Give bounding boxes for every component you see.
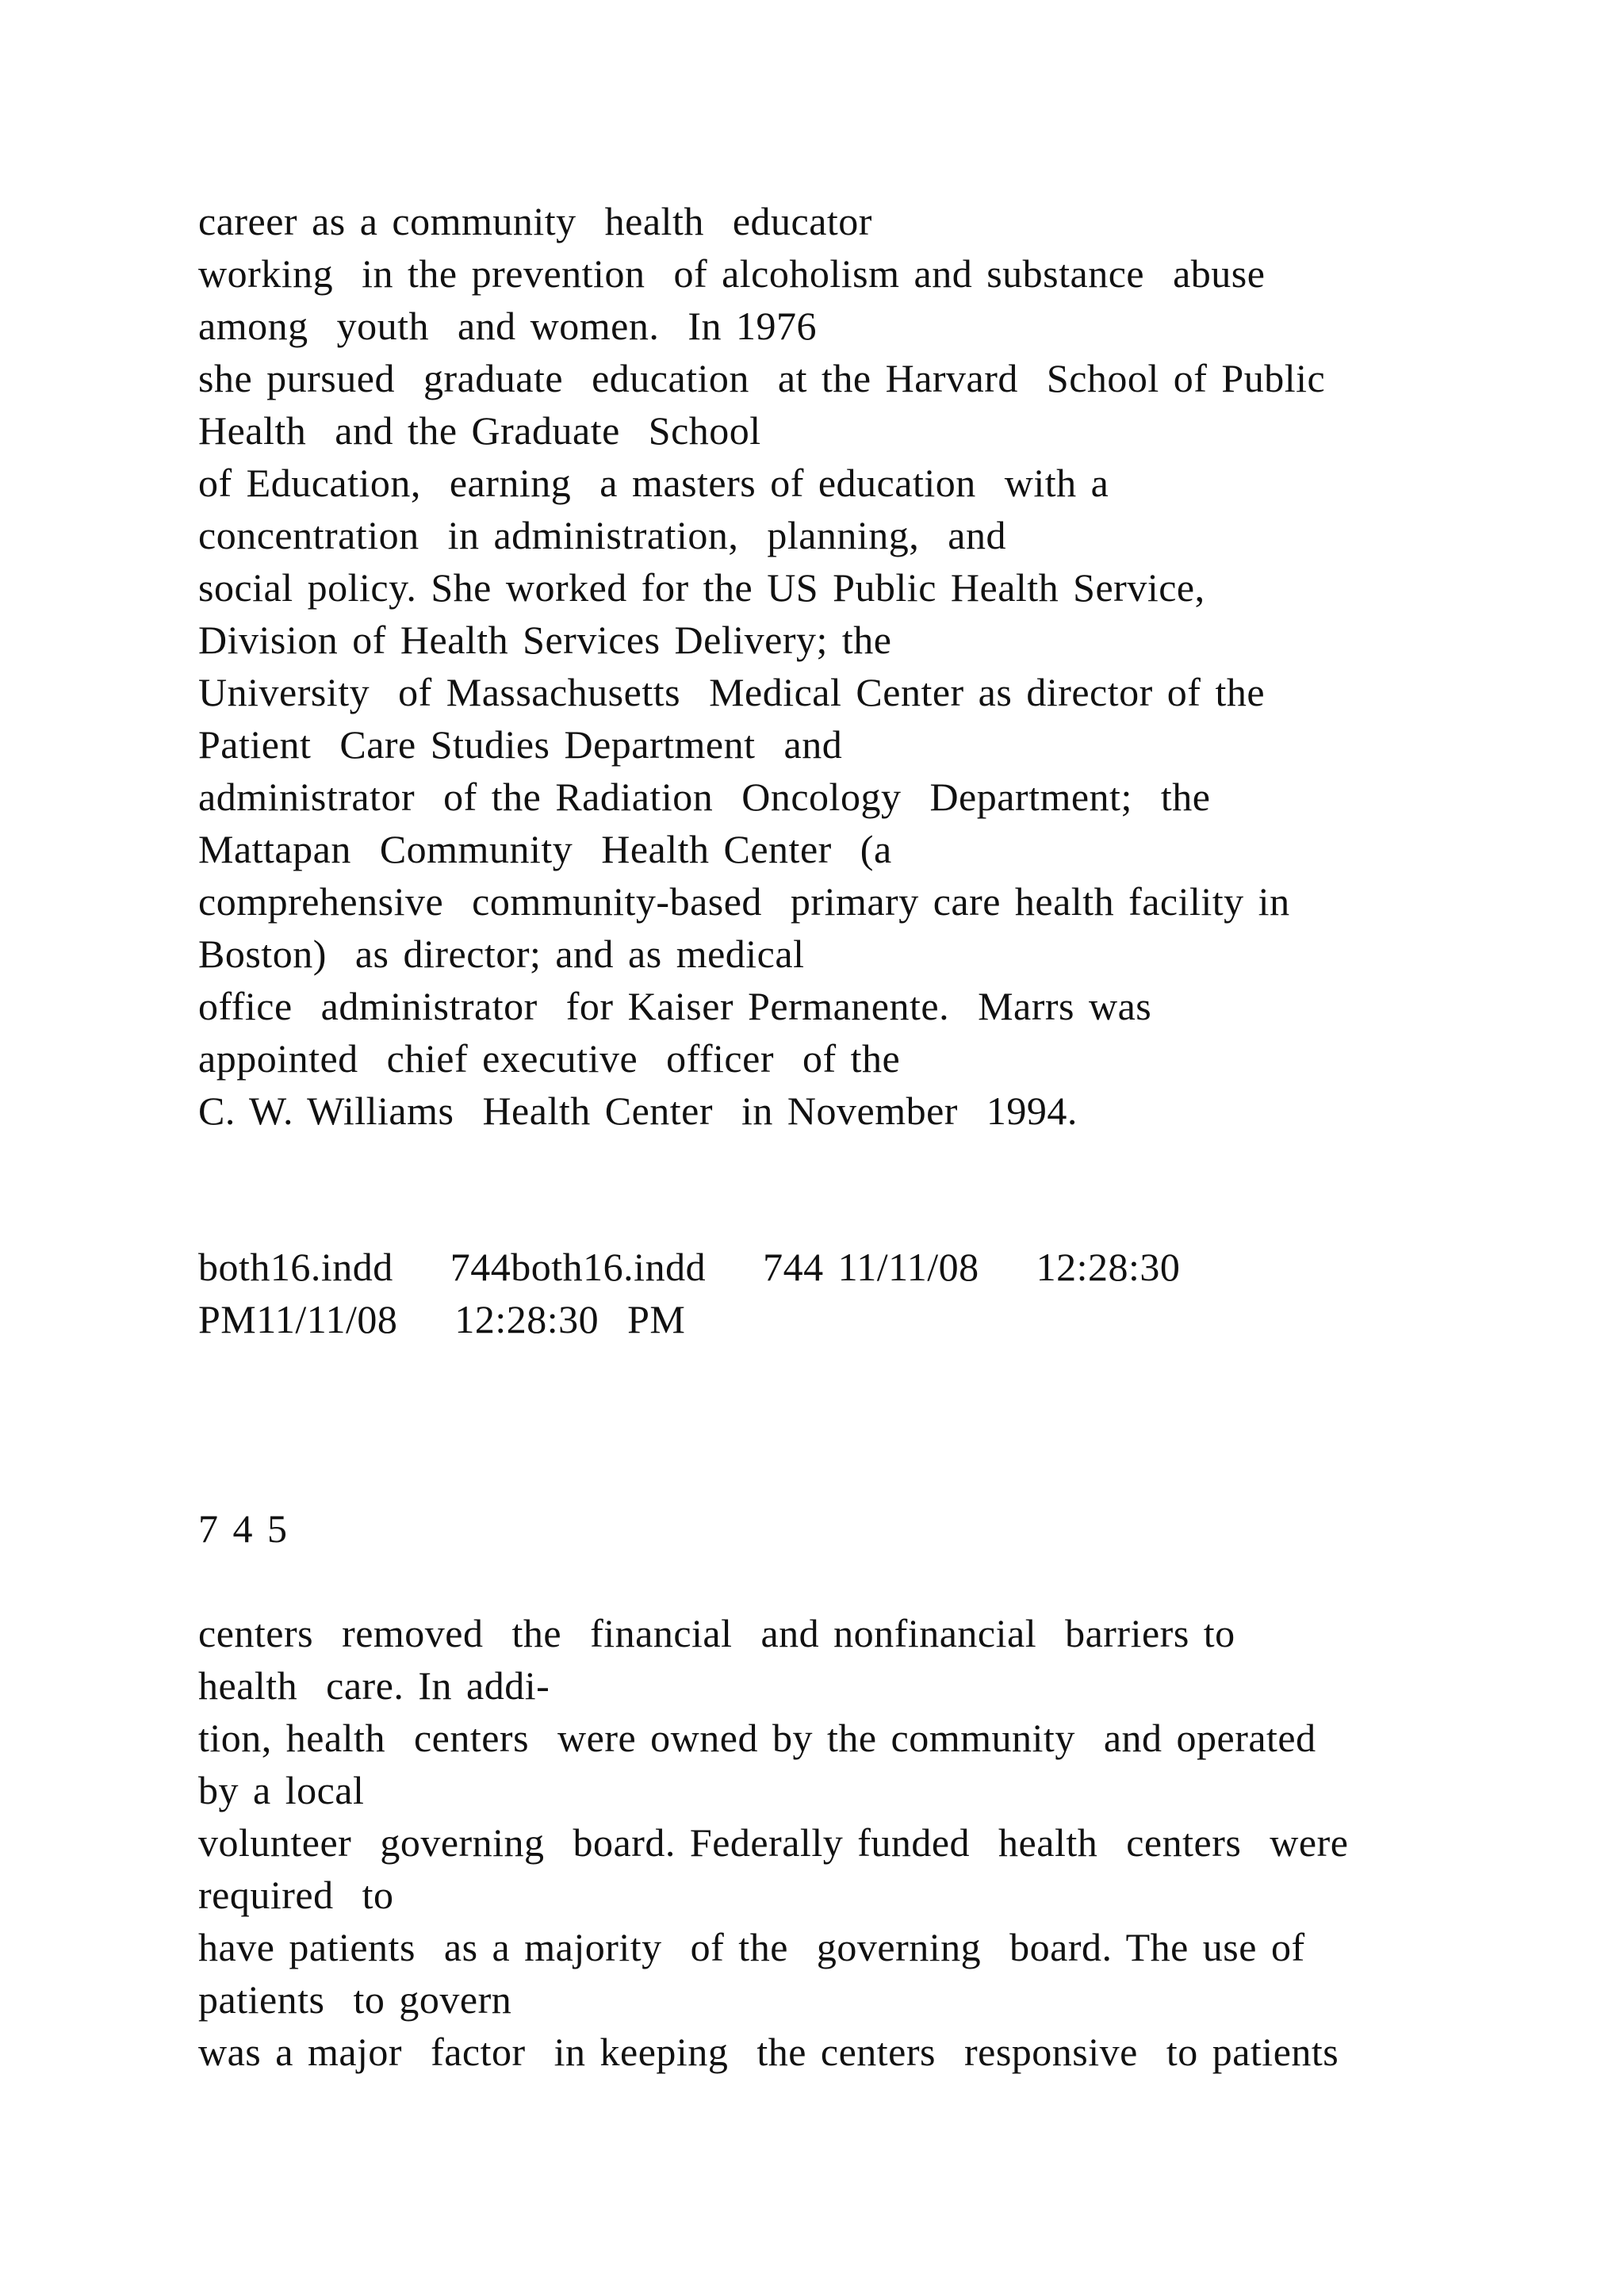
text-line: C. W. Williams Health Center in November 1994.	[198, 1089, 1078, 1133]
bio-paragraph	[198, 195, 1546, 1137]
text-line: comprehensive community-based primary care health facility in	[198, 879, 1290, 924]
text-line: administrator of the Radiation Oncology Department; the	[198, 775, 1211, 819]
text-line: social policy. She worked for the US Public Health Service,	[198, 565, 1205, 610]
page-number	[198, 1502, 1546, 1555]
text-line: appointed chief executive officer of the	[198, 1036, 901, 1081]
text-line: working in the prevention of alcoholism and substance abuse	[198, 251, 1266, 296]
text-line: office administrator for Kaiser Permanente. Marrs was	[198, 984, 1152, 1028]
text-line: Mattapan Community Health Center (a	[198, 827, 892, 871]
text-line: tion, health centers were owned by the community and operated	[198, 1716, 1316, 1760]
text-line: was a major factor in keeping the centers responsive to patients	[198, 2030, 1339, 2074]
text-line: Health and the Graduate School	[198, 408, 761, 453]
text-line: concentration in administration, planning, and	[198, 513, 1006, 557]
text-line: by a local	[198, 1768, 365, 1812]
text-line: have patients as a majority of the governing board. The use of	[198, 1925, 1305, 1969]
text-line: centers removed the financial and nonfinancial barriers to	[198, 1611, 1235, 1655]
text-line: Boston) as director; and as medical	[198, 932, 805, 976]
text-line: PM11/11/08 12:28:30 PM	[198, 1297, 686, 1341]
text-line: both16.indd 744both16.indd 744 11/11/08 12:28:30	[198, 1245, 1181, 1289]
text-line: Patient Care Studies Department and	[198, 722, 843, 767]
text-line: of Education, earning a masters of education with a	[198, 461, 1109, 505]
text-line: University of Massachusetts Medical Center as director of the	[198, 670, 1266, 714]
text-line: among youth and women. In 1976	[198, 304, 818, 348]
text-line: volunteer governing board. Federally funded health centers were	[198, 1820, 1349, 1865]
text-line: she pursued graduate education at the Harvard School of Public	[198, 356, 1326, 400]
slug-line	[198, 1241, 1546, 1345]
text-line: career as a community health educator	[198, 199, 872, 243]
text-line: required to	[198, 1873, 394, 1917]
page-number-text: 7 4 5	[198, 1506, 288, 1551]
text-line: health care. In addi-	[198, 1663, 550, 1708]
text-line: Division of Health Services Delivery; the	[198, 618, 892, 662]
text-line: patients to govern	[198, 1977, 512, 2022]
body-paragraph	[198, 1607, 1546, 2078]
